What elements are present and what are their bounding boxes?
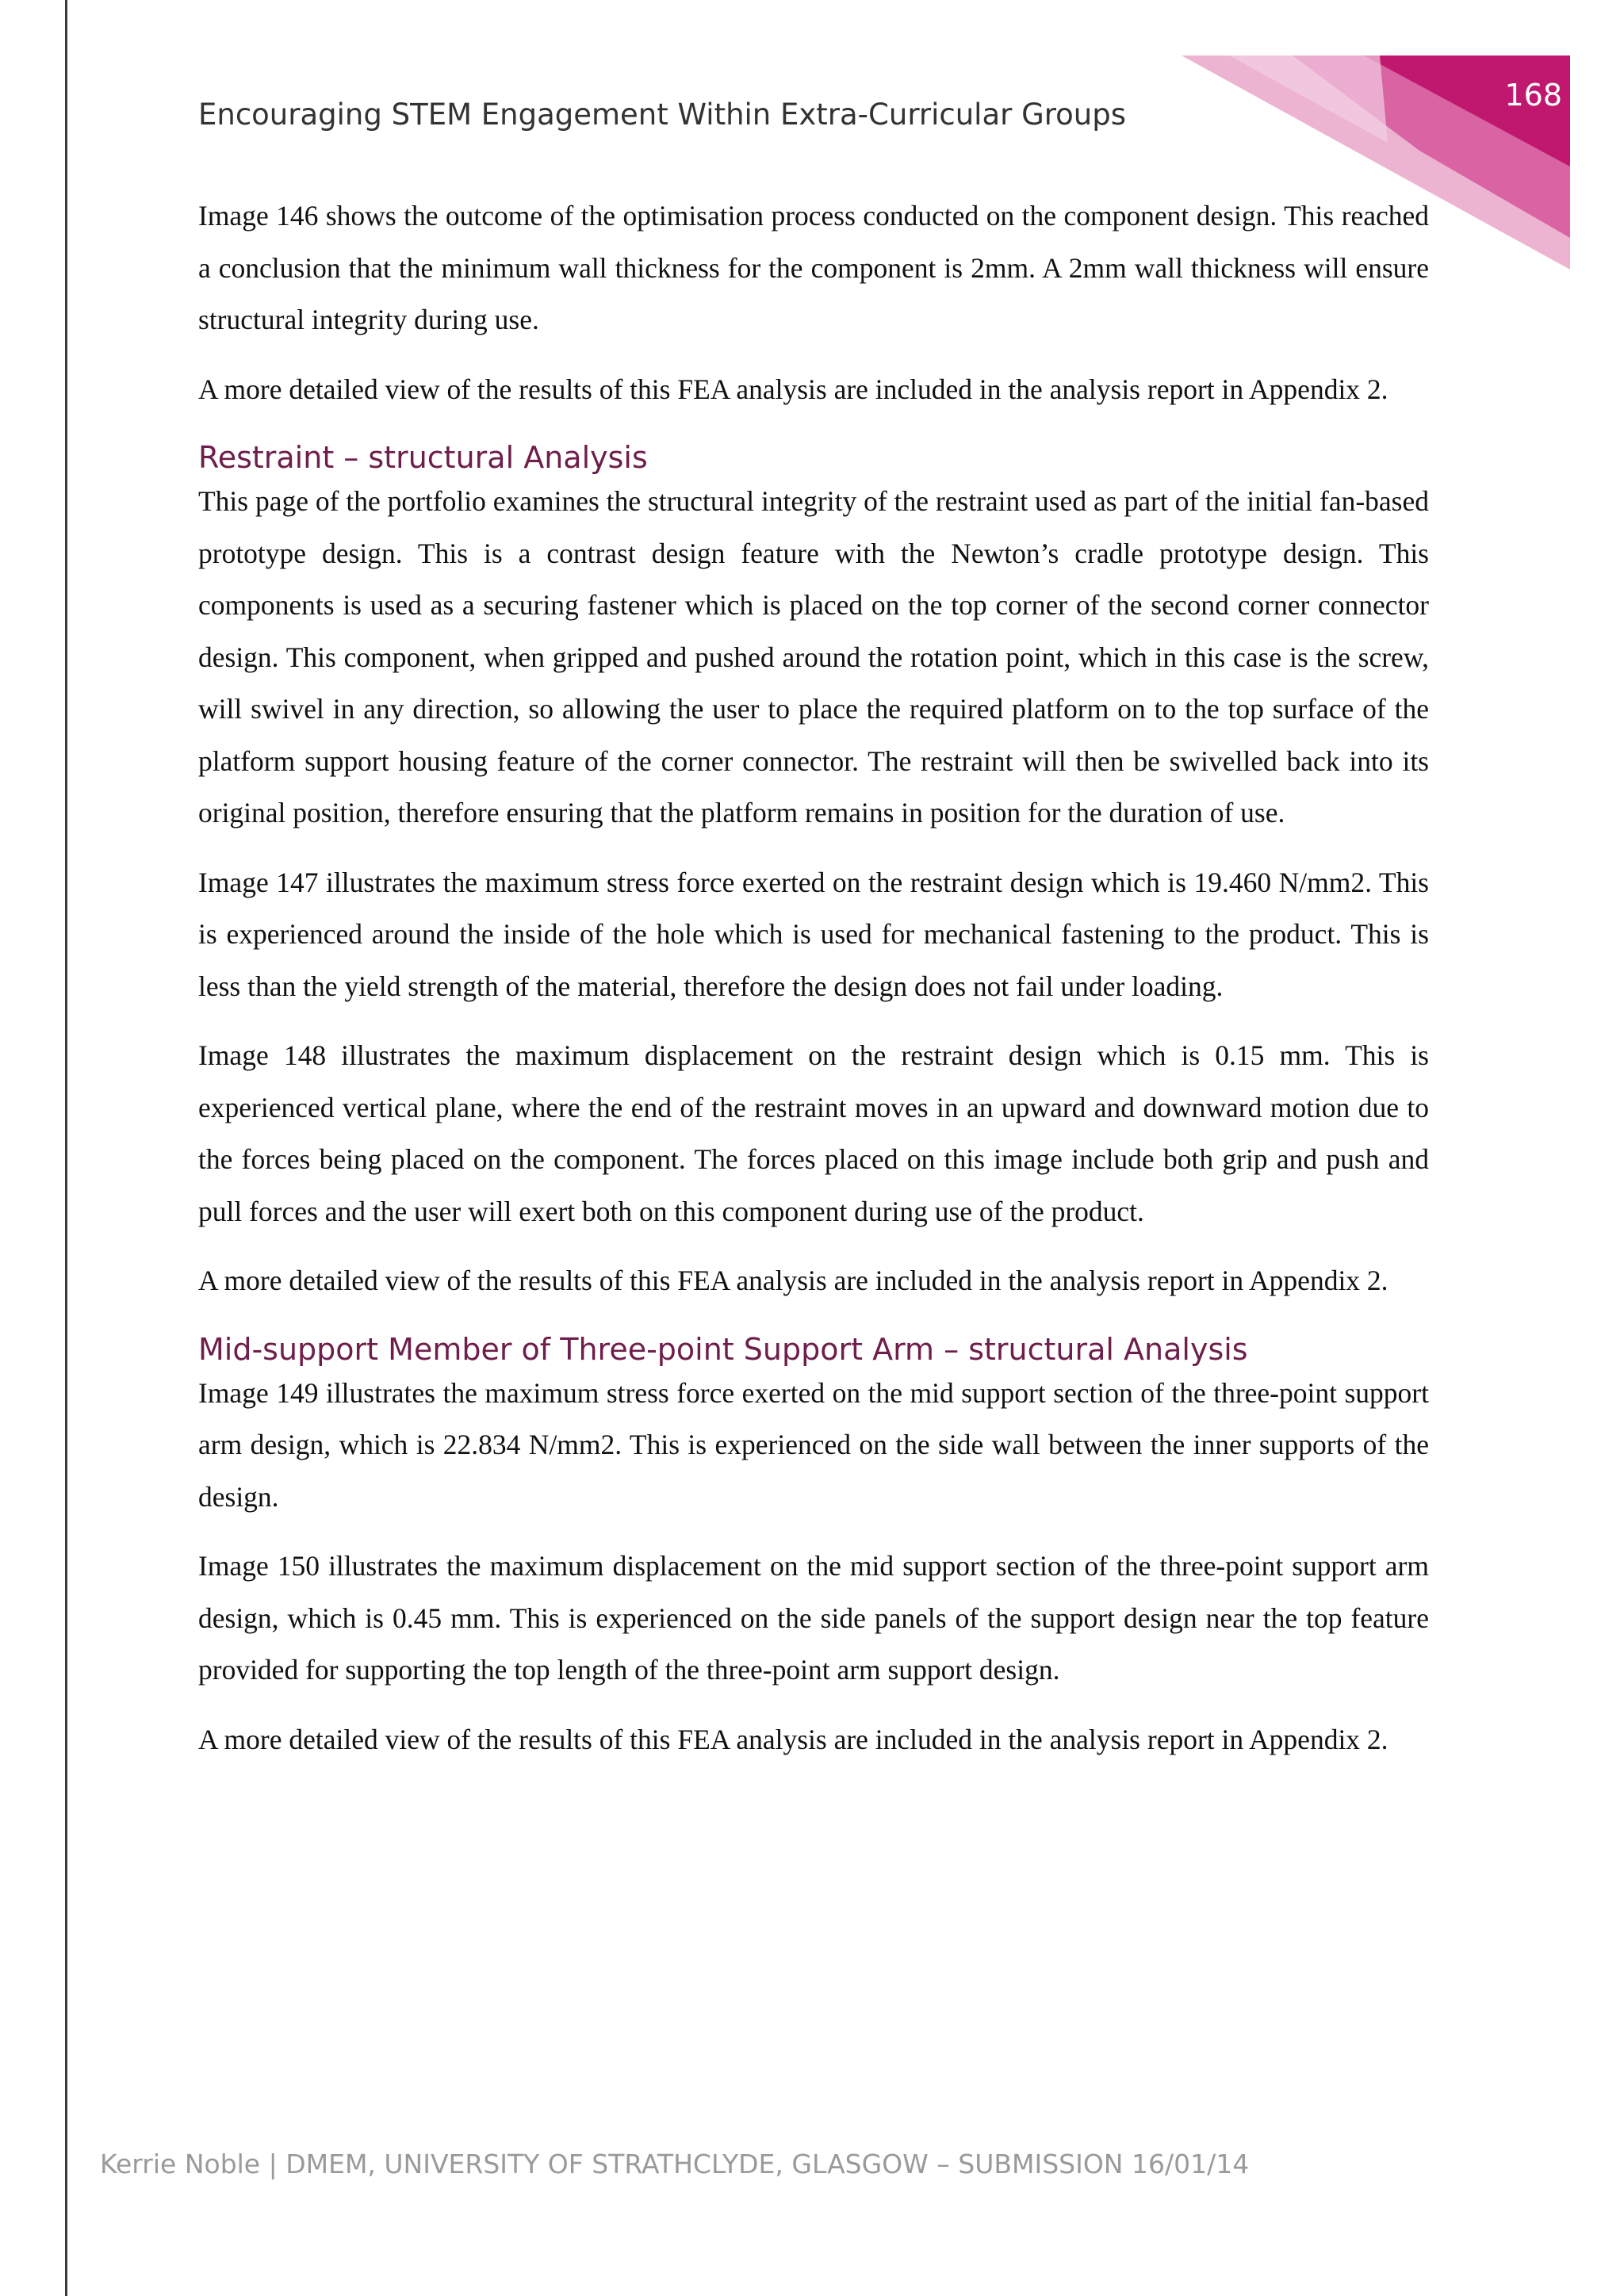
paragraph: This page of the portfolio examines the structural integrity of the restraint used as part of the initial fan-based prototype design. This is a contrast design feature with the Newton’s cradle prototype design. This components is used as a securing fastener which is placed on the top corner of the second corner connector design. This component, when gripped and pushed around the rotation point, which in this case is the screw, will swivel in any direction, so allowing the user to place the required platform on to the top surface of the platform support housing feature of the corner connector. The restraint will then be swivelled back into its original position, therefore ensuring that the platform remains in position for the duration of use. xyxy=(198,485,1429,828)
paragraph: Image 146 shows the outcome of the optimisation process conducted on the component design. This reached a conclusion that the minimum wall thickness for the component is 2mm. A 2mm wall thickness will ensure structural integrity during use. xyxy=(198,200,1429,335)
paragraph: Image 150 illustrates the maximum displacement on the mid support section of the three-point support arm design, which is 0.45 mm. This is experienced on the side panels of the support design near the top feature provided for supporting the top length of the three-point arm support design. xyxy=(198,1550,1429,1686)
paragraph: A more detailed view of the results of this FEA analysis are included in the analysis report in Appendix 2. xyxy=(198,1265,1388,1296)
running-header: Encouraging STEM Engagement Within Extra-Curricular Groups xyxy=(198,98,1127,132)
paragraph: Image 149 illustrates the maximum stress force exerted on the mid support section of the three-point support arm design, which is 22.834 N/mm2. This is experienced on the side wall between the inner supports of the design. xyxy=(198,1376,1429,1513)
paragraph: Image 147 illustrates the maximum stress force exerted on the restraint design which is 19.460 N/mm2. This is experienced around the inside of the hole which is used for mechanical fastening to the product. This is less than the yield strength of the material, therefore the design does not fail under loading. xyxy=(198,866,1429,1002)
paragraph: A more detailed view of the results of this FEA analysis are included in the analysis report in Appendix 2. xyxy=(198,1723,1388,1755)
page-body xyxy=(198,190,1429,1783)
paragraph: A more detailed view of the results of this FEA analysis are included in the analysis report in Appendix 2. xyxy=(198,373,1388,405)
page-footer: Kerrie Noble | DMEM, UNIVERSITY OF STRATHCLYDE, GLASGOW – SUBMISSION 16/01/14 xyxy=(100,2149,1250,2179)
section-heading: Restraint – structural Analysis xyxy=(198,440,648,475)
section-heading: Mid-support Member of Three-point Support Arm – structural Analysis xyxy=(198,1331,1248,1367)
page-margin-rule xyxy=(65,0,67,2296)
page-number: 168 xyxy=(1504,78,1562,113)
paragraph: Image 148 illustrates the maximum displacement on the restraint design which is 0.15 mm. This is experienced vertical plane, where the end of the restraint moves in an upward and downward motion due to the forces being placed on the component. The forces placed on this image include both grip and push and pull forces and the user will exert both on this component during use of the product. xyxy=(198,1039,1429,1227)
